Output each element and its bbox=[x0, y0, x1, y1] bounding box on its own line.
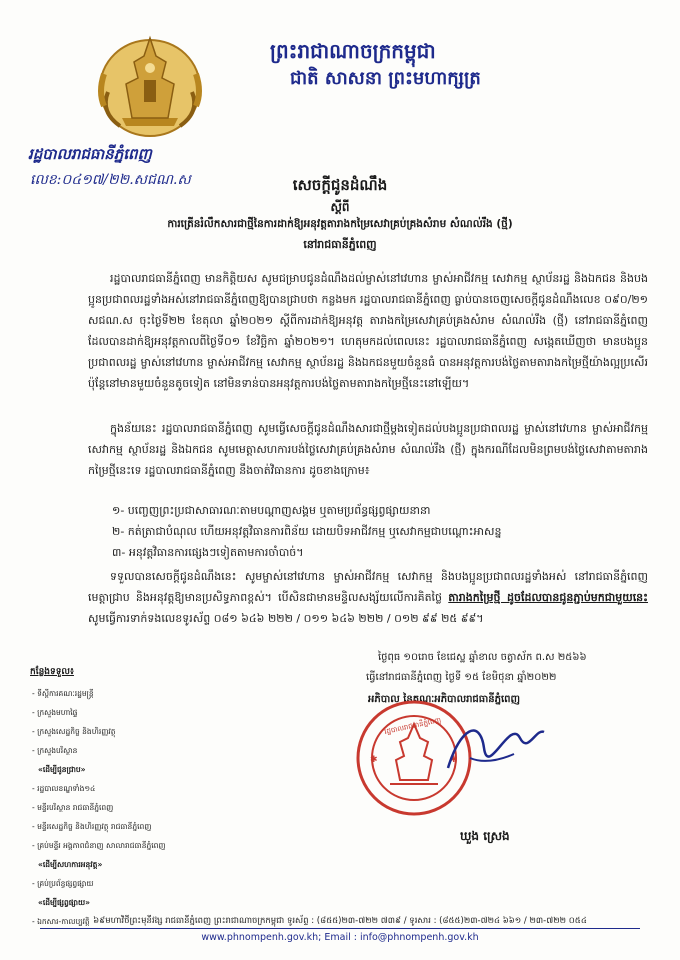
cc-item: - ក្រសួងមហាផ្ទៃ bbox=[32, 708, 78, 717]
notice-subject-label: ស្តីពី bbox=[330, 200, 350, 214]
signatory-name: ឃួង ស្រេង bbox=[460, 829, 510, 843]
handwritten-signature bbox=[440, 708, 550, 788]
svg-text:✱: ✱ bbox=[450, 755, 458, 765]
reference-number: លេខ:០៤១៧/២២.សជណ.ស bbox=[30, 172, 191, 188]
solar-date: ធ្វើនៅរាជធានីភ្នំពេញ ថ្ងៃទី ១៥ ខែមិថុនា ឆ្នាំ២០២២ bbox=[366, 672, 557, 683]
cc-list bbox=[32, 684, 166, 931]
cc-item: - រដ្ឋបាលខណ្ឌទាំង១៤ bbox=[32, 784, 96, 793]
notice-subject: ការត្រើនរំលឹកសារជាថ្មីនៃការដាក់ឱ្យអនុវត្តតារាងកម្រៃសេវាគ្រប់គ្រងសំរាម សំណល់រឹង (ថ្មី) bbox=[167, 218, 513, 230]
cc-item: - មន្ទីរបរិស្ថាន រាជធានីភ្នំពេញ bbox=[32, 803, 114, 812]
body-paragraph-2: ក្នុងន័យនេះ រដ្ឋបាលរាជធានីភ្នំពេញ សូមធ្វើសេចក្តីជូនដំណឹងសារជាថ្មីម្តងទៀតដល់បងប្អូនប្រជាពលរដ្ឋ ម្ចាស់នៅវេហាន ម្ចាស់អាជីវកម្ម សេវាកម្ម ស្ថាប័នរដ្ឋ និងឯកជន សូមមេត្តាសហការបង់ថ្លៃសេវាគ្រប់គ្រងសំរាម សំណល់រឹង (ថ្មី) ក្នុងករណីដែលមិនព្រមបង់ថ្លៃសេវាតាមតារាងកម្រៃថ្មីនេះទេ រដ្ឋបាលរាជធានីភ្នំពេញ នឹងចាត់វិធានការ ដូចខាងក្រោម៖ bbox=[88, 422, 648, 477]
seal-text: រដ្ឋបាលរាជធានីភ្នំពេញ bbox=[383, 716, 442, 736]
svg-text:✱: ✱ bbox=[370, 755, 378, 765]
paragraph-3-contact: សូមធ្វើការទាក់ទងលេខទូរស័ព្ទ ០៨១ ៦៤៦ ២២២ / ០១១ ៦៤៦ ២២២ / ០១២ ៩៩ ២៥ ៩៩។ bbox=[88, 612, 484, 625]
cc-item: - ក្រសួងសេដ្ឋកិច្ច និងហិរញ្ញវត្ថុ bbox=[32, 727, 116, 736]
cc-item: - គ្រប់មន្ទីរ អង្គភាពជំនាញ សាលារាជធានីភ្នំពេញ bbox=[32, 841, 166, 850]
footer-address: ៦៩មហាវិថីព្រះមុនីវង្ស រាជធានីភ្នំពេញ ព្រះរាជាណាចក្រកម្ពុជា ទូរស័ព្ទ : (៨៥៥)២៣-៧២២ ៧៣៩ / ទូរសារ : (៨៥៥)២៣-៧២៤ ៦៦១ / ២៣-៧២២ ០៥៤ bbox=[93, 916, 587, 926]
notice-subject-location: នៅរាជធានីភ្នំពេញ bbox=[303, 238, 377, 251]
cc-item: - ឯកសារ-កាលប្បវត្តិ bbox=[32, 917, 90, 926]
cc-item-purpose: «ដើម្បីសហការអនុវត្ត» bbox=[38, 860, 103, 869]
paragraph-3-text: ទទួលបានសេចក្តីជូនដំណឹងនេះ សូមម្ចាស់នៅវេហាន ម្ចាស់អាជីវកម្ម សេវាកម្ម និងបងប្អូនប្រជាពលរដ្ឋទាំងអស់ នៅរាជធានីភ្នំពេញ មេត្តាជ្រាប និងអនុវត្តឱ្យមានប្រសិទ្ធភាពខ្ពស់។ បើសិនជាមានមន្ទិលសង្ស័យលើការគិតថ្លៃ bbox=[88, 570, 648, 604]
measure-item-1: ១- បញ្ចេញព្រះប្រជាសាធារណៈតាមបណ្តាញសង្គម ឬតាមប្រព័ន្ធផ្សព្វផ្សាយនានា bbox=[112, 504, 431, 517]
cc-item: - មន្ទីរសេដ្ឋកិច្ច និងហិរញ្ញវត្ថុ រាជធានីភ្នំពេញ bbox=[32, 822, 152, 831]
notice-title: សេចក្តីជូនដំណឹង bbox=[292, 176, 388, 194]
measure-item-3: ៣- អនុវត្តវិធានការផ្សេងៗទៀតតាមការចាំបាច់។ bbox=[112, 546, 304, 559]
cc-item-purpose: «ដើម្បីផ្សព្វផ្សាយ» bbox=[38, 898, 90, 907]
lunar-date: ថ្ងៃពុធ ១០រោច ខែជេស្ឋ ឆ្នាំខាល ចត្វាស័ក ព.ស ២៥៦៦ bbox=[378, 652, 587, 663]
cc-item-purpose: «ដើម្បីជូនជ្រាប» bbox=[38, 765, 86, 774]
cc-heading: កន្លែងទទួល៖ bbox=[30, 667, 74, 677]
body-paragraph-1: រដ្ឋបាលរាជធានីភ្នំពេញ មានកិត្តិយស សូមជម្រាបជូនដំណឹងដល់ម្ចាស់នៅវេហាន ម្ចាស់អាជីវកម្ម សេវាកម្ម ស្ថាប័នរដ្ឋ និងឯកជន និងបងប្អូនប្រជាពលរដ្ឋទាំងអស់នៅរាជធានីភ្នំពេញឱ្យបានជ្រាបថា កន្លងមក រដ្ឋបាលរាជធានីភ្នំពេញ ធ្លាប់បានចេញសេចក្តីជូនដំណឹងលេខ ០៩០/២១ សជណ.ស ចុះថ្ងៃទី២២ ខែតុលា ឆ្នាំ២០២១ ស្តីពីការដាក់ឱ្យអនុវត្ត តារាងកម្រៃសេវាគ្រប់គ្រងសំរាម សំណល់រឹង (ថ្មី) នៅរាជធានីភ្នំពេញ ដែលបានដាក់ឱ្យអនុវត្តកាលពីថ្ងៃទី០១ ខែវិច្ឆិកា ឆ្នាំ២០២១។ ហេតុមកដល់ពេលនេះ រដ្ឋបាលរាជធានីភ្នំពេញ សង្កេតឃើញថា មានបងប្អូនប្រជាពលរដ្ឋ ម្ចាស់នៅវេហាន ម្ចាស់អាជីវកម្ម សេវាកម្ម ស្ថាប័នរដ្ឋ និងឯកជនមួយចំនួនធំ បានអនុវត្តការបង់ថ្លៃតាមតារាងកម្រៃថ្មីយ៉ាងល្អប្រសើរ ប៉ុន្តែនៅមានមួយចំនួនតូចទៀត នៅមិនទាន់បានអនុវត្តការបង់ថ្លៃតាមតារាងកម្រៃថ្មីនេះនៅឡើយ។ bbox=[88, 272, 648, 390]
body-paragraph-3 bbox=[88, 566, 648, 629]
cc-item: - ទីស្តីការគណៈរដ្ឋមន្ត្រី bbox=[32, 689, 94, 698]
royal-emblem-icon bbox=[90, 22, 210, 144]
kingdom-motto: ជាតិ សាសនា ព្រះមហាក្សត្រ bbox=[290, 68, 481, 89]
kingdom-title: ព្រះរាជាណាចក្រកម្ពុជា bbox=[270, 39, 436, 63]
sender-administration: រដ្ឋបាលរាជធានីភ្នំពេញ bbox=[28, 145, 152, 163]
measure-item-2: ២- កត់ត្រាជាបំណុល ហើយអនុវត្តវិធានការពិន័យ ដោយបិទអាជីវកម្ម ឬសេវាកម្មជាបណ្តោះអាសន្ន bbox=[112, 525, 502, 538]
paragraph-3-highlight: តារាងកម្រៃថ្មី ដូចដែលបានជូនភ្ជាប់មកជាមួយនេះ bbox=[448, 591, 648, 604]
footer-divider bbox=[40, 928, 640, 929]
cc-item: - ក្រសួងបរិស្ថាន bbox=[32, 746, 78, 755]
cc-item: - គ្រប់ប្រព័ន្ធផ្សព្វផ្សាយ bbox=[32, 879, 94, 888]
signatory-title: អភិបាល នៃគណៈអភិបាលរាជធានីភ្នំពេញ bbox=[368, 694, 521, 705]
footer-contact[interactable]: www.phnompenh.gov.kh; Email : info@phnompenh.gov.kh bbox=[201, 932, 479, 943]
